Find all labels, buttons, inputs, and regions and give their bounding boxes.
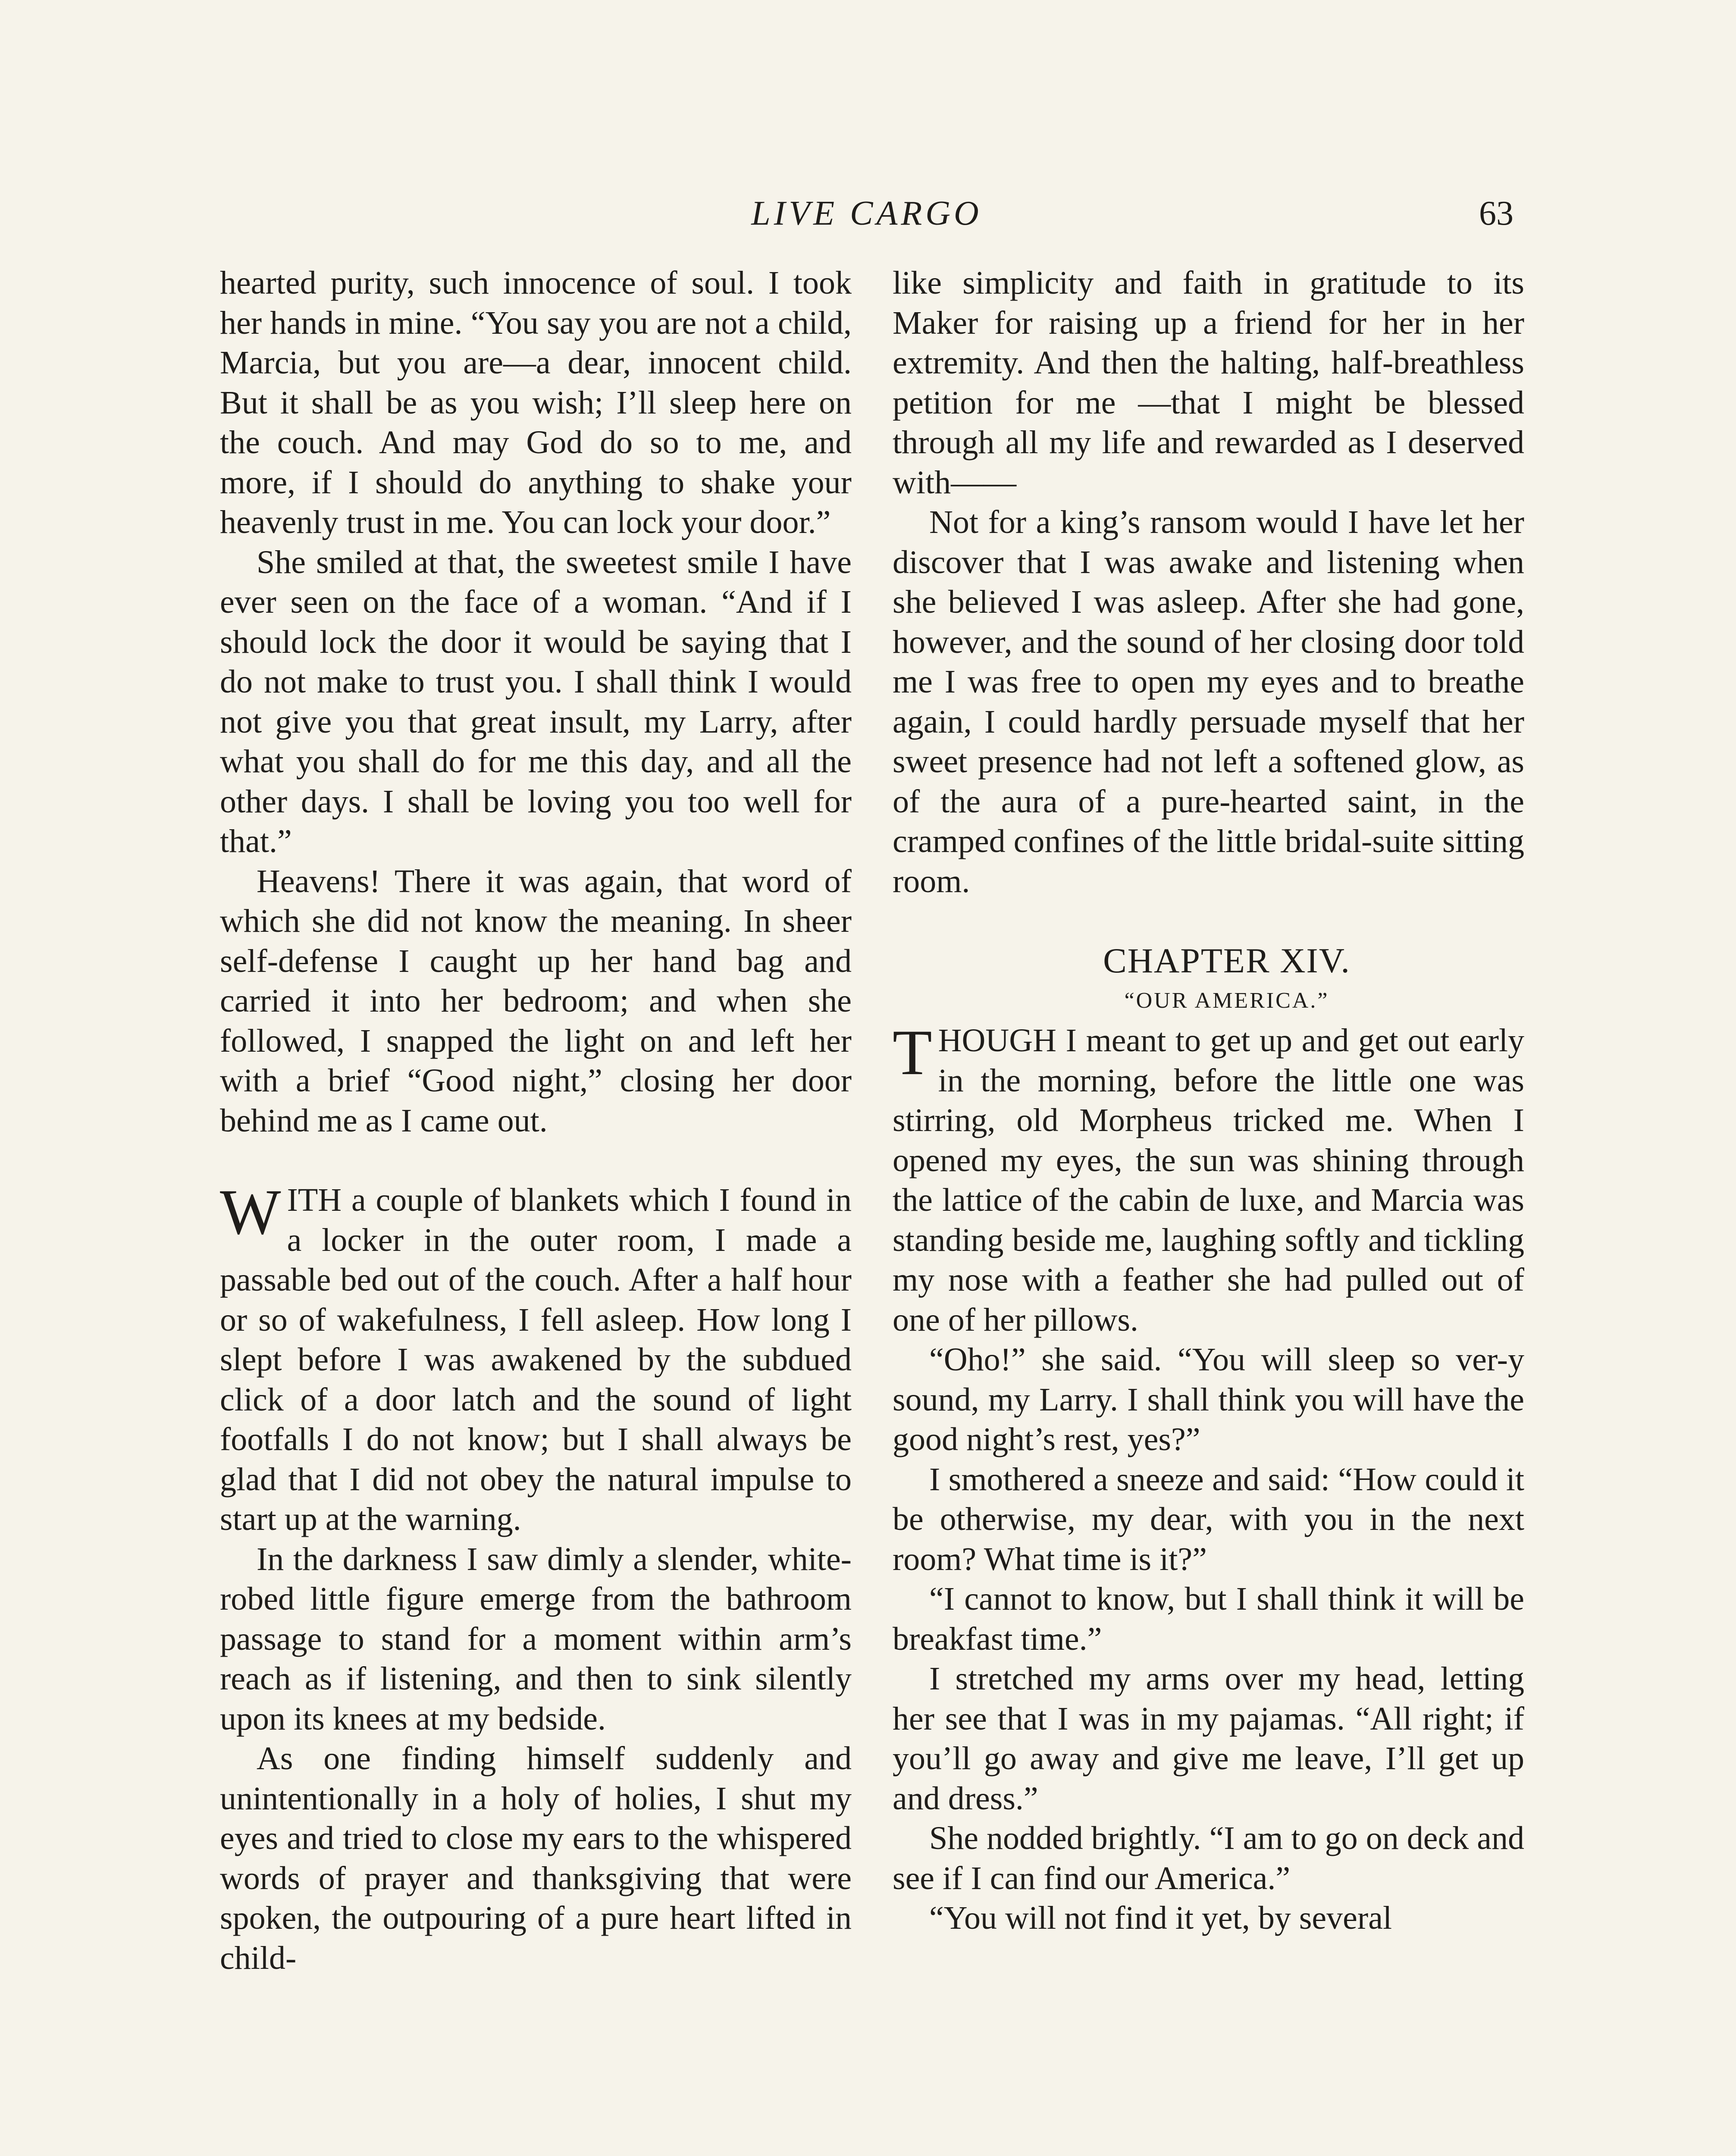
drop-cap: T <box>893 1017 932 1088</box>
paragraph: “Oho!” she said. “You will sleep so ver-y sound, my Larry. I shall think you will have the good night’s rest, yes?” <box>893 1341 1524 1457</box>
chapter-subtitle: “OUR AMERICA.” <box>1124 988 1329 1013</box>
right-column <box>893 263 1524 1938</box>
paragraph: “I cannot to know, but I shall think it will be breakfast time.” <box>893 1581 1524 1657</box>
drop-cap-lead: ITH <box>287 1182 342 1218</box>
paragraph-text: I meant to get up and get out early in the morning, before the little one was stirring, old Morpheus tricked me. When I opened my eyes, the sun was shining through the lattice of the cabin de luxe, and Marcia was standing beside me, laughing softly and tickling my nose with a feather she had pulled out of one of her pillows. <box>893 1022 1524 1338</box>
paragraph-text: a couple of blankets which I found in a locker in the outer room, I made a passable bed out of the couch. After a half hour or so of wakefulness, I fell asleep. How long I slept before I was awakened by the subdued click of a door latch and the sound of light footfalls I do not know; but I shall always be glad that I did not obey the natural impulse to start up at the warning. <box>220 1182 852 1537</box>
paragraph: “You will not find it yet, by several <box>929 1900 1392 1936</box>
paragraph: She smiled at that, the sweetest smile I have ever seen on the face of a woman. “And if I should lock the door it would be saying that I do not make to trust you. I shall think I would not give you that great insult, my Larry, after what you shall do for me this day, and all the other days. I shall be loving you too well for that.” <box>220 544 852 859</box>
left-column <box>220 263 852 1978</box>
paragraph-with-drop-cap <box>220 1176 852 1539</box>
section-break <box>893 901 1524 941</box>
paragraph: As one finding himself suddenly and unintentionally in a holy of holies, I shut my eyes and tried to close my ears to the whispered words of prayer and thanksgiving that were spoken, the outpouring of a pure heart lifted in child- <box>220 1740 852 1976</box>
section-break <box>220 1141 852 1180</box>
paragraph: Not for a king’s ransom would I have let her discover that I was awake and listening when she believed I was asleep. After she had gone, however, and the sound of her closing door told me I was free to open my eyes and to breathe again, I could hardly persuade myself that her sweet presence had not left a softened glow, as of the aura of a pure-hearted saint, in the cramped confines of the little bridal-suite sitting room. <box>893 504 1524 899</box>
paragraph: hearted purity, such innocence of soul. I took her hands in mine. “You say you are not a child, Marcia, but you are—a dear, innocent child. But it shall be as you wish; I’ll sleep here on the couch. And may God do so to me, and more, if I should do anything to shake your heavenly trust in me. You can lock your door.” <box>220 265 852 540</box>
running-title: LIVE CARGO <box>751 194 982 232</box>
paragraph: Heavens! There it was again, that word of which she did not know the meaning. In sheer self-defense I caught up her hand bag and carried it into her bedroom; and when she followed, I snapped the light on and left her with a brief “Good night,” closing her door behind me as I came out. <box>220 863 852 1139</box>
drop-cap-lead: HOUGH <box>938 1022 1057 1059</box>
page-number: 63 <box>1479 194 1514 232</box>
chapter-title: CHAPTER XIV. <box>1103 941 1351 980</box>
paragraph: She nodded brightly. “I am to go on deck and see if I can find our America.” <box>893 1820 1524 1896</box>
drop-cap: W <box>220 1176 281 1248</box>
paragraph-with-drop-cap <box>893 1017 1524 1340</box>
running-head <box>220 185 1514 237</box>
paragraph: I smothered a sneeze and said: “How could it be otherwise, my dear, with you in the next room? What time is it?” <box>893 1461 1524 1577</box>
paragraph: like simplicity and faith in gratitude to its Maker for raising up a friend for her in her extremity. And then the halting, half-breathless petition for me —that I might be blessed through all my life and rewarded as I deserved with—— <box>893 265 1524 501</box>
paragraph: I stretched my arms over my head, letting her see that I was in my pajamas. “All right; if you’ll go away and give me leave, I’ll get up and dress.” <box>893 1661 1524 1817</box>
paragraph: In the darkness I saw dimly a slender, white-robed little figure emerge from the bathroom passage to stand for a moment within arm’s reach as if listening, and then to sink silently upon its knees at my bedside. <box>220 1541 852 1737</box>
